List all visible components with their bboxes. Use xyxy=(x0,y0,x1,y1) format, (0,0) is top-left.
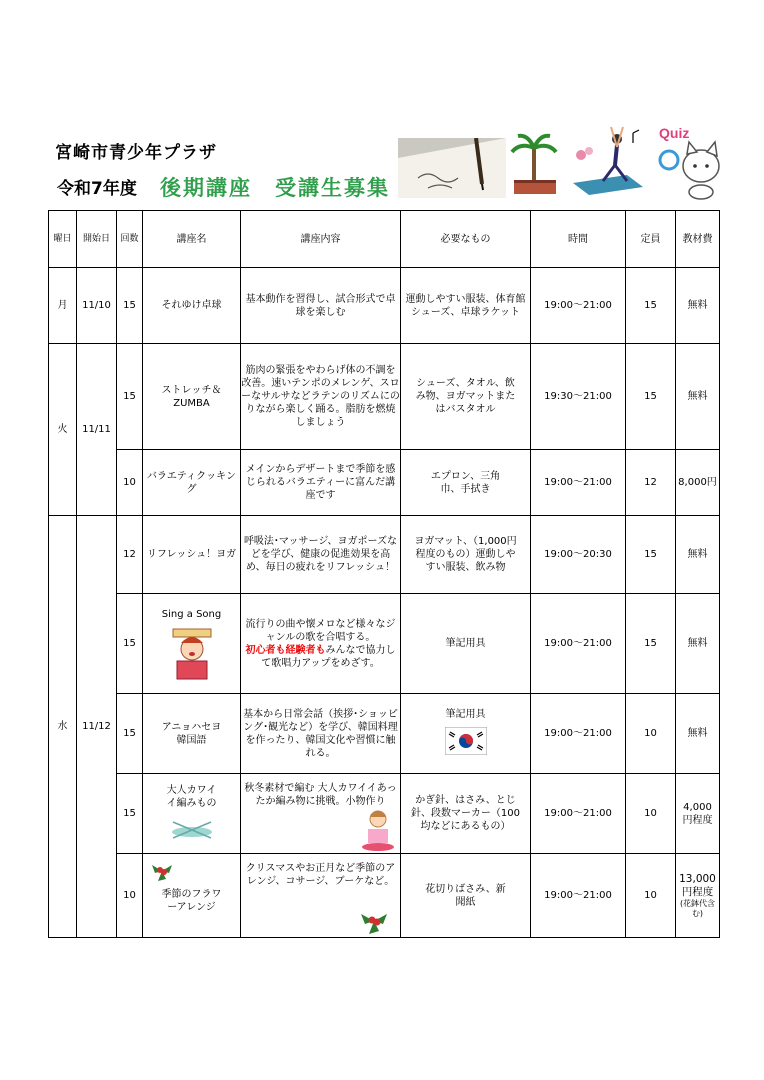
col-count: 回数 xyxy=(117,211,143,268)
content-text: クリスマスやお正月など季節のアレンジ、コサージ、ブーケなど。 xyxy=(245,863,396,887)
content-cell xyxy=(241,774,401,854)
holly-icon xyxy=(358,905,390,937)
time-cell: 19:00～21:00 xyxy=(531,694,626,774)
fee-cell: 無料 xyxy=(676,516,720,594)
headline: 後期講座 受講生募集 xyxy=(160,176,390,200)
table-row xyxy=(49,594,720,694)
name-cell xyxy=(143,594,241,694)
name-cell xyxy=(143,774,241,854)
name-cell: ストレッチ＆ZUMBA xyxy=(143,344,241,450)
time-cell: 19:00～21:00 xyxy=(531,854,626,938)
count-cell: 10 xyxy=(117,450,143,516)
content-text-b: みんなで協力して歌唱力アップをめざす。 xyxy=(261,644,396,669)
content-cell: 基本から日常会話（挨拶･ショッピング･観光など）を学び、韓国料理を作ったり、韓国文化や習慣に触れる。 xyxy=(241,694,401,774)
content-text: 秋冬素材で編む 大人カワイイあったか編み物に挑戦。小物作り xyxy=(244,783,397,807)
col-time: 時間 xyxy=(531,211,626,268)
start-cell: 11/10 xyxy=(77,268,117,344)
items-cell: シューズ、タオル、飲み物、ヨガマットまたはバスタオル xyxy=(401,344,531,450)
time-cell: 19:30～21:00 xyxy=(531,344,626,450)
palm-tree-icon xyxy=(510,130,560,196)
fee-cell: 8,000円 xyxy=(676,450,720,516)
start-cell: 11/11 xyxy=(77,344,117,516)
org-name: 宮崎市青少年プラザ xyxy=(55,143,217,163)
course-name: 大人カワイイ編みもの xyxy=(166,785,217,809)
content-cell xyxy=(241,854,401,938)
day-cell: 火 xyxy=(49,344,77,516)
fiscal-year: 令和7年度 xyxy=(57,179,137,199)
cap-cell: 10 xyxy=(626,854,676,938)
items-cell: かぎ針、はさみ、とじ針、段数マーカー（100均などにあるもの） xyxy=(401,774,531,854)
table-row xyxy=(49,694,720,774)
name-cell xyxy=(143,854,241,938)
items-cell: ヨガマット、（1,000円程度のもの）運動しやすい服装、飲み物 xyxy=(401,516,531,594)
items-cell: 花切りばさみ、新聞紙 xyxy=(401,854,531,938)
col-start: 開始日 xyxy=(77,211,117,268)
name-cell: アニョハセヨ韓国語 xyxy=(143,694,241,774)
table-row xyxy=(49,516,720,594)
table-row xyxy=(49,774,720,854)
items-cell: 運動しやすい服装、体育館シューズ、卓球ラケット xyxy=(401,268,531,344)
time-cell: 19:00～21:00 xyxy=(531,450,626,516)
holly-icon xyxy=(149,858,175,884)
time-cell: 19:00～20:30 xyxy=(531,516,626,594)
cap-cell: 10 xyxy=(626,774,676,854)
count-cell: 15 xyxy=(117,774,143,854)
cap-cell: 15 xyxy=(626,268,676,344)
col-name: 講座名 xyxy=(143,211,241,268)
quiz-label: Quiz xyxy=(659,125,690,141)
content-cell xyxy=(241,594,401,694)
fee-note: (花鉢代含む) xyxy=(679,898,716,918)
items-cell: 筆記用具 xyxy=(401,594,531,694)
items-cell xyxy=(401,694,531,774)
count-cell: 10 xyxy=(117,854,143,938)
fee-cell: 無料 xyxy=(676,594,720,694)
name-cell: バラエティクッキング xyxy=(143,450,241,516)
count-cell: 12 xyxy=(117,516,143,594)
yoga-figure-icon xyxy=(567,125,647,197)
day-cell: 水 xyxy=(49,516,77,938)
fee-cell: 4,000円程度 xyxy=(676,774,720,854)
time-cell: 19:00～21:00 xyxy=(531,594,626,694)
name-cell: リフレッシュ！ヨガ xyxy=(143,516,241,594)
table-row xyxy=(49,450,720,516)
course-name: Sing a Song xyxy=(161,609,222,620)
cap-cell: 15 xyxy=(626,344,676,450)
content-text-a: 流行りの曲や懐メロなど様々なジャンルの歌を合唱する。 xyxy=(245,618,396,643)
table-row xyxy=(49,344,720,450)
fee-cell xyxy=(676,854,720,938)
col-content: 講座内容 xyxy=(241,211,401,268)
col-fee: 教材費 xyxy=(676,211,720,268)
calligraphy-photo xyxy=(398,138,506,198)
items-text: 筆記用具 xyxy=(445,709,486,720)
col-items: 必要なもの xyxy=(401,211,531,268)
header-row xyxy=(49,211,720,268)
singing-boy-icon xyxy=(167,627,217,681)
korea-flag-icon xyxy=(445,727,487,755)
name-cell: それゆけ卓球 xyxy=(143,268,241,344)
content-cell: メインからデザートまで季節を感じられるバラエティーに富んだ講座です xyxy=(241,450,401,516)
day-cell: 月 xyxy=(49,268,77,344)
cap-cell: 10 xyxy=(626,694,676,774)
fee-cell: 無料 xyxy=(676,268,720,344)
count-cell: 15 xyxy=(117,694,143,774)
course-table xyxy=(48,210,720,938)
table-row xyxy=(49,268,720,344)
count-cell: 15 xyxy=(117,594,143,694)
count-cell: 15 xyxy=(117,268,143,344)
cap-cell: 15 xyxy=(626,516,676,594)
fee-cell: 無料 xyxy=(676,344,720,450)
fee-cell: 無料 xyxy=(676,694,720,774)
knitting-icon xyxy=(167,818,217,840)
content-cell: 筋肉の緊張をやわらげ体の不調を改善。速いテンポのメレンゲ、スローなサルサなどラテンのリズムにのりながら楽しく踊る。脂肪を燃焼しましょう xyxy=(241,344,401,450)
time-cell: 19:00～21:00 xyxy=(531,268,626,344)
quiz-cat-icon xyxy=(655,122,727,200)
col-day: 曜日 xyxy=(49,211,77,268)
knitting-woman-icon xyxy=(358,807,398,851)
content-cell: 呼吸法･マッサージ、ヨガポーズなどを学び、健康の促進効果を高め、毎日の疲れをリフレッシュ！ xyxy=(241,516,401,594)
col-cap: 定員 xyxy=(626,211,676,268)
content-highlight: 初心者も経験者も xyxy=(245,644,326,656)
items-cell: エプロン、三角巾、手拭き xyxy=(401,450,531,516)
time-cell: 19:00～21:00 xyxy=(531,774,626,854)
fee-text: 13,000円程度 xyxy=(679,872,716,898)
cap-cell: 15 xyxy=(626,594,676,694)
content-cell: 基本動作を習得し、試合形式で卓球を楽しむ xyxy=(241,268,401,344)
start-cell: 11/12 xyxy=(77,516,117,938)
table-row xyxy=(49,854,720,938)
cap-cell: 12 xyxy=(626,450,676,516)
course-name: 季節のフラワーアレンジ xyxy=(161,888,222,913)
count-cell: 15 xyxy=(117,344,143,450)
